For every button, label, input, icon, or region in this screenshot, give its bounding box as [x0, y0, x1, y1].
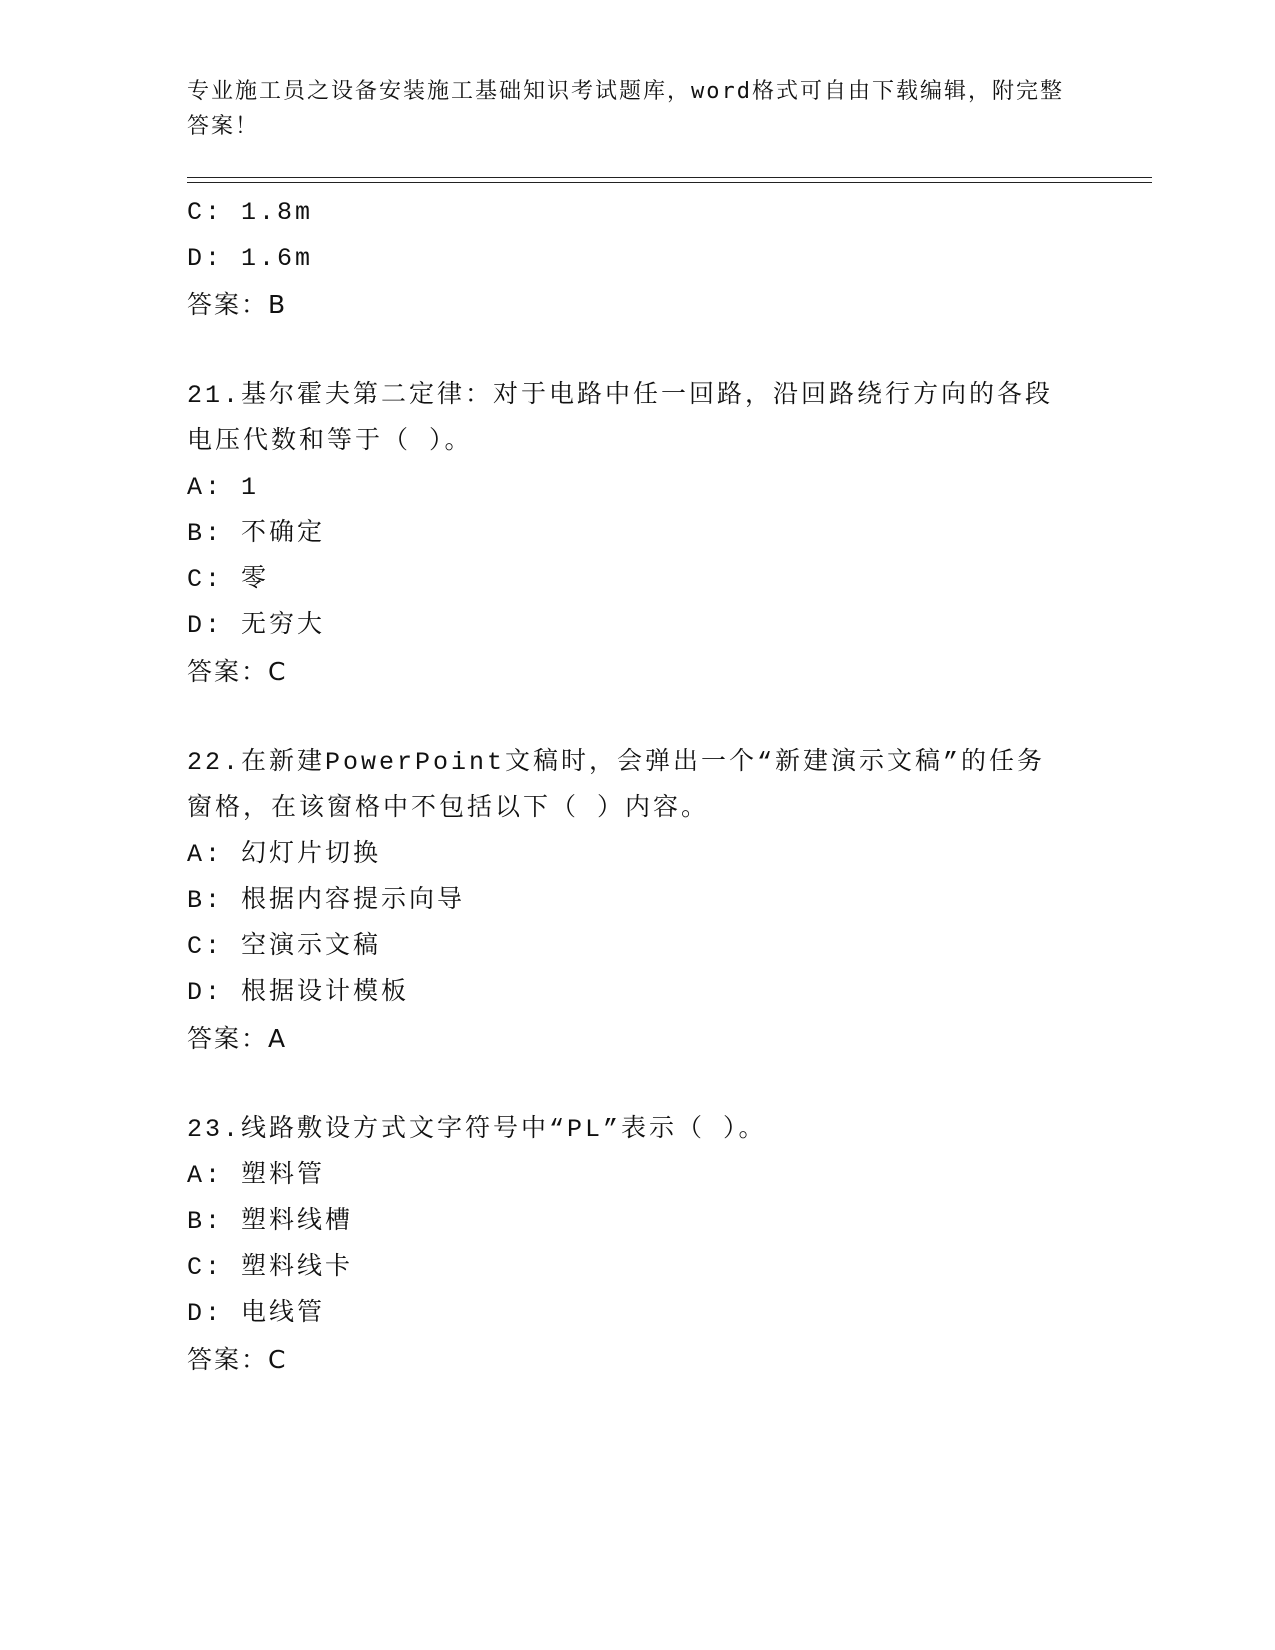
- answer-line: 答案：B: [187, 290, 288, 319]
- option-b: B: 根据内容提示向导: [187, 886, 466, 915]
- option-b: B: 塑料线槽: [187, 1207, 354, 1236]
- question-stem-line: 电压代数和等于（ ）。: [187, 427, 473, 456]
- question-22: [187, 740, 1087, 1062]
- option-d: D: 无穷大: [187, 611, 326, 640]
- option-b: B: 不确定: [187, 519, 326, 548]
- question-stem-line: 22.在新建PowerPoint文稿时，会弹出一个“新建演示文稿”的任务: [187, 748, 1046, 777]
- previous-question-fragment: [187, 190, 1087, 328]
- option-d: D: 根据设计模板: [187, 978, 410, 1007]
- question-content: [187, 190, 1087, 1383]
- option-a: A: 塑料管: [187, 1161, 326, 1190]
- question-stem-line: 21.基尔霍夫第二定律：对于电路中任一回路，沿回路绕行方向的各段: [187, 381, 1054, 410]
- document-header-title: 专业施工员之设备安装施工基础知识考试题库，word格式可自由下载编辑，附完整答案！: [187, 79, 1064, 139]
- option-c: C: 零: [187, 565, 270, 594]
- option-d: D: 1.6m: [187, 244, 314, 273]
- answer-line: 答案：C: [187, 1345, 288, 1374]
- question-stem-line: 23.线路敷设方式文字符号中“PL”表示（ ）。: [187, 1115, 767, 1144]
- header-divider-top: [187, 177, 1152, 178]
- option-c: C: 空演示文稿: [187, 932, 382, 961]
- answer-line: 答案：C: [187, 657, 288, 686]
- question-23: [187, 1107, 1087, 1383]
- header-divider-bottom: [187, 182, 1152, 183]
- option-a: A: 1: [187, 473, 260, 502]
- question-stem-line: 窗格，在该窗格中不包括以下（ ）内容。: [187, 794, 710, 823]
- option-c: C: 1.8m: [187, 198, 314, 227]
- option-c: C: 塑料线卡: [187, 1253, 354, 1282]
- option-a: A: 幻灯片切换: [187, 840, 382, 869]
- question-21: [187, 373, 1087, 695]
- option-d: D: 电线管: [187, 1299, 326, 1328]
- answer-line: 答案：A: [187, 1024, 288, 1053]
